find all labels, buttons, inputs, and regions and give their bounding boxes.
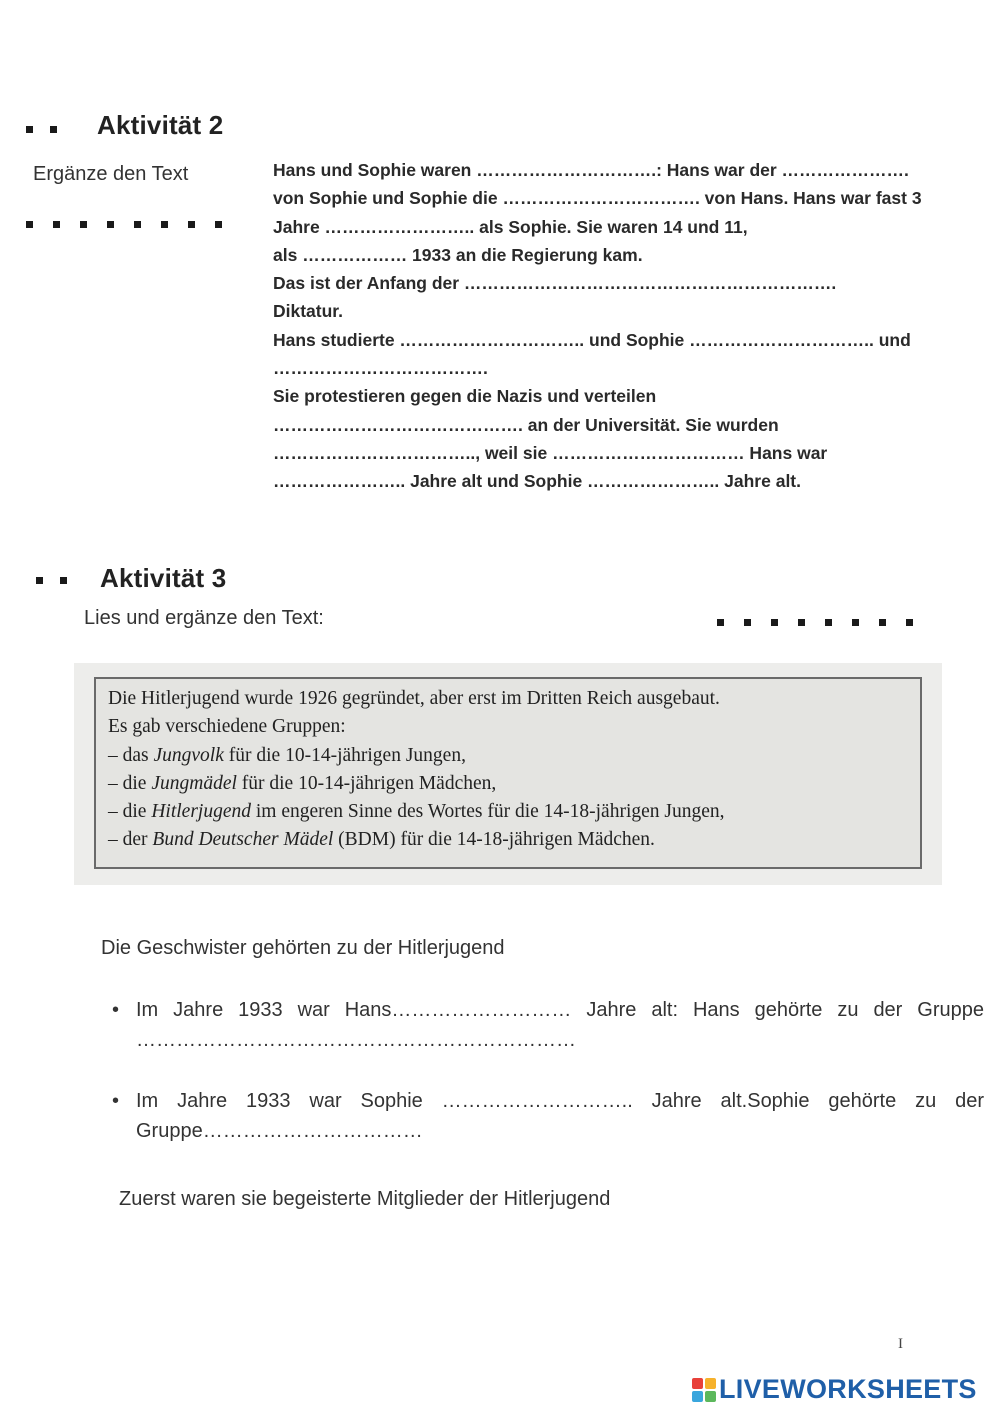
cloze-line: Sie protestieren gegen die Nazis und verteilen <box>273 386 657 407</box>
cloze-line: …………………………….., weil sie …………………………… Hans war <box>273 442 828 463</box>
square-bullet-icon <box>53 221 60 228</box>
cloze-line: ………………….. Jahre alt und Sophie ………………….. Jahre alt. <box>273 471 801 492</box>
page-number: I <box>898 1336 903 1352</box>
scanned-text-image <box>74 663 942 885</box>
logo-tile-icon <box>692 1378 703 1389</box>
heading-bullets-3 <box>36 577 67 584</box>
scan-emphasis: Bund Deutscher Mädel <box>152 829 334 851</box>
logo-tile-icon <box>705 1378 716 1389</box>
cloze-line: Hans studierte ………………………….. und Sophie ………………………….. und <box>273 329 911 350</box>
logo-tile-icon <box>705 1391 716 1402</box>
scan-text: – das <box>108 744 154 766</box>
scan-emphasis: Jungmädel <box>151 772 237 794</box>
cloze-line: als ……………… 1933 an die Regierung kam. <box>273 244 643 265</box>
square-bullet-icon <box>60 577 67 584</box>
square-bullet-icon <box>26 126 33 133</box>
bullet-text: Im Jahre 1933 war Sophie ……………………….. Jahre alt.Sophie gehörte zu der Gruppe…………………………… <box>136 1090 984 1142</box>
cloze-line: Hans und Sophie waren ………………………….: Hans war der …………………. <box>273 160 909 180</box>
scan-line <box>108 742 920 770</box>
logo-grid-icon <box>692 1378 716 1402</box>
square-bullet-icon <box>26 221 33 228</box>
bullet-icon: • <box>112 999 120 1021</box>
cloze-line: Das ist der Anfang der ………………………………………………………. <box>273 273 837 294</box>
scan-text: für die 10-14-jährigen Jungen, <box>223 744 466 766</box>
heading-bullets-2 <box>26 126 57 133</box>
cloze-line: von Sophie und Sophie die ……………………………. von Hans. Hans war fast 3 <box>273 188 922 209</box>
square-bullet-icon <box>80 221 87 228</box>
activity-3-instruction: Lies und ergänze den Text: <box>84 607 324 629</box>
liveworksheets-logo <box>692 1374 977 1405</box>
square-bullet-icon <box>744 619 751 626</box>
square-bullet-icon <box>50 126 57 133</box>
activity-2-instruction: Ergänze den Text <box>33 163 189 185</box>
cloze-line: Diktatur. <box>273 301 344 322</box>
square-bullet-icon <box>798 619 805 626</box>
scan-line: Es gab verschiedene Gruppen: <box>108 716 346 738</box>
square-bullet-icon <box>134 221 141 228</box>
siblings-intro: Die Geschwister gehörten zu der Hitlerjugend <box>101 937 505 959</box>
cloze-text <box>273 156 985 496</box>
square-bullet-icon <box>215 221 222 228</box>
scan-text: – der <box>108 829 153 851</box>
square-bullet-icon <box>771 619 778 626</box>
square-bullet-icon <box>717 619 724 626</box>
scan-line <box>108 826 920 854</box>
square-bullet-icon <box>852 619 859 626</box>
scan-emphasis: Hitlerjugend <box>151 801 251 823</box>
decorative-dots-2 <box>26 221 222 228</box>
list-item <box>112 1086 984 1146</box>
activity-3-heading: Aktivität 3 <box>100 563 227 593</box>
scan-text: (BDM) für die 14-18-jährigen Mädchen. <box>333 829 655 851</box>
scan-emphasis: Jungvolk <box>153 744 224 766</box>
scan-line: Die Hitlerjugend wurde 1926 gegründet, aber erst im Dritten Reich ausgebaut. <box>108 688 720 709</box>
activity-2-heading: Aktivität 2 <box>97 110 224 140</box>
bullet-text: Im Jahre 1933 war Hans……………………… Jahre alt: Hans gehörte zu der Gruppe ………………………………………………………… <box>136 999 984 1051</box>
brand-name: LIVEWORKSHEETS <box>719 1374 977 1404</box>
bullet-icon: • <box>112 1090 120 1112</box>
square-bullet-icon <box>107 221 114 228</box>
square-bullet-icon <box>188 221 195 228</box>
logo-tile-icon <box>692 1391 703 1402</box>
square-bullet-icon <box>906 619 913 626</box>
closing-sentence: Zuerst waren sie begeisterte Mitglieder der Hitlerjugend <box>119 1188 611 1210</box>
cloze-line: ……………………………………. an der Universität. Sie wurden <box>273 414 779 435</box>
list-item <box>112 995 984 1055</box>
scan-text: – die <box>108 801 152 823</box>
scan-text: – die <box>108 772 152 794</box>
decorative-dots-3 <box>717 619 913 626</box>
scanned-text-box <box>94 677 922 869</box>
square-bullet-icon <box>161 221 168 228</box>
cloze-line: ………………………………. <box>273 358 488 379</box>
scan-line <box>108 798 920 826</box>
scan-text: im engeren Sinne des Wortes für die 14-18-jährigen Jungen, <box>250 801 725 823</box>
scan-text: für die 10-14-jährigen Mädchen, <box>236 772 497 794</box>
square-bullet-icon <box>36 577 43 584</box>
scan-line <box>108 770 920 798</box>
square-bullet-icon <box>825 619 832 626</box>
square-bullet-icon <box>879 619 886 626</box>
cloze-line: Jahre …………………….. als Sophie. Sie waren 14 und 11, <box>273 216 748 237</box>
